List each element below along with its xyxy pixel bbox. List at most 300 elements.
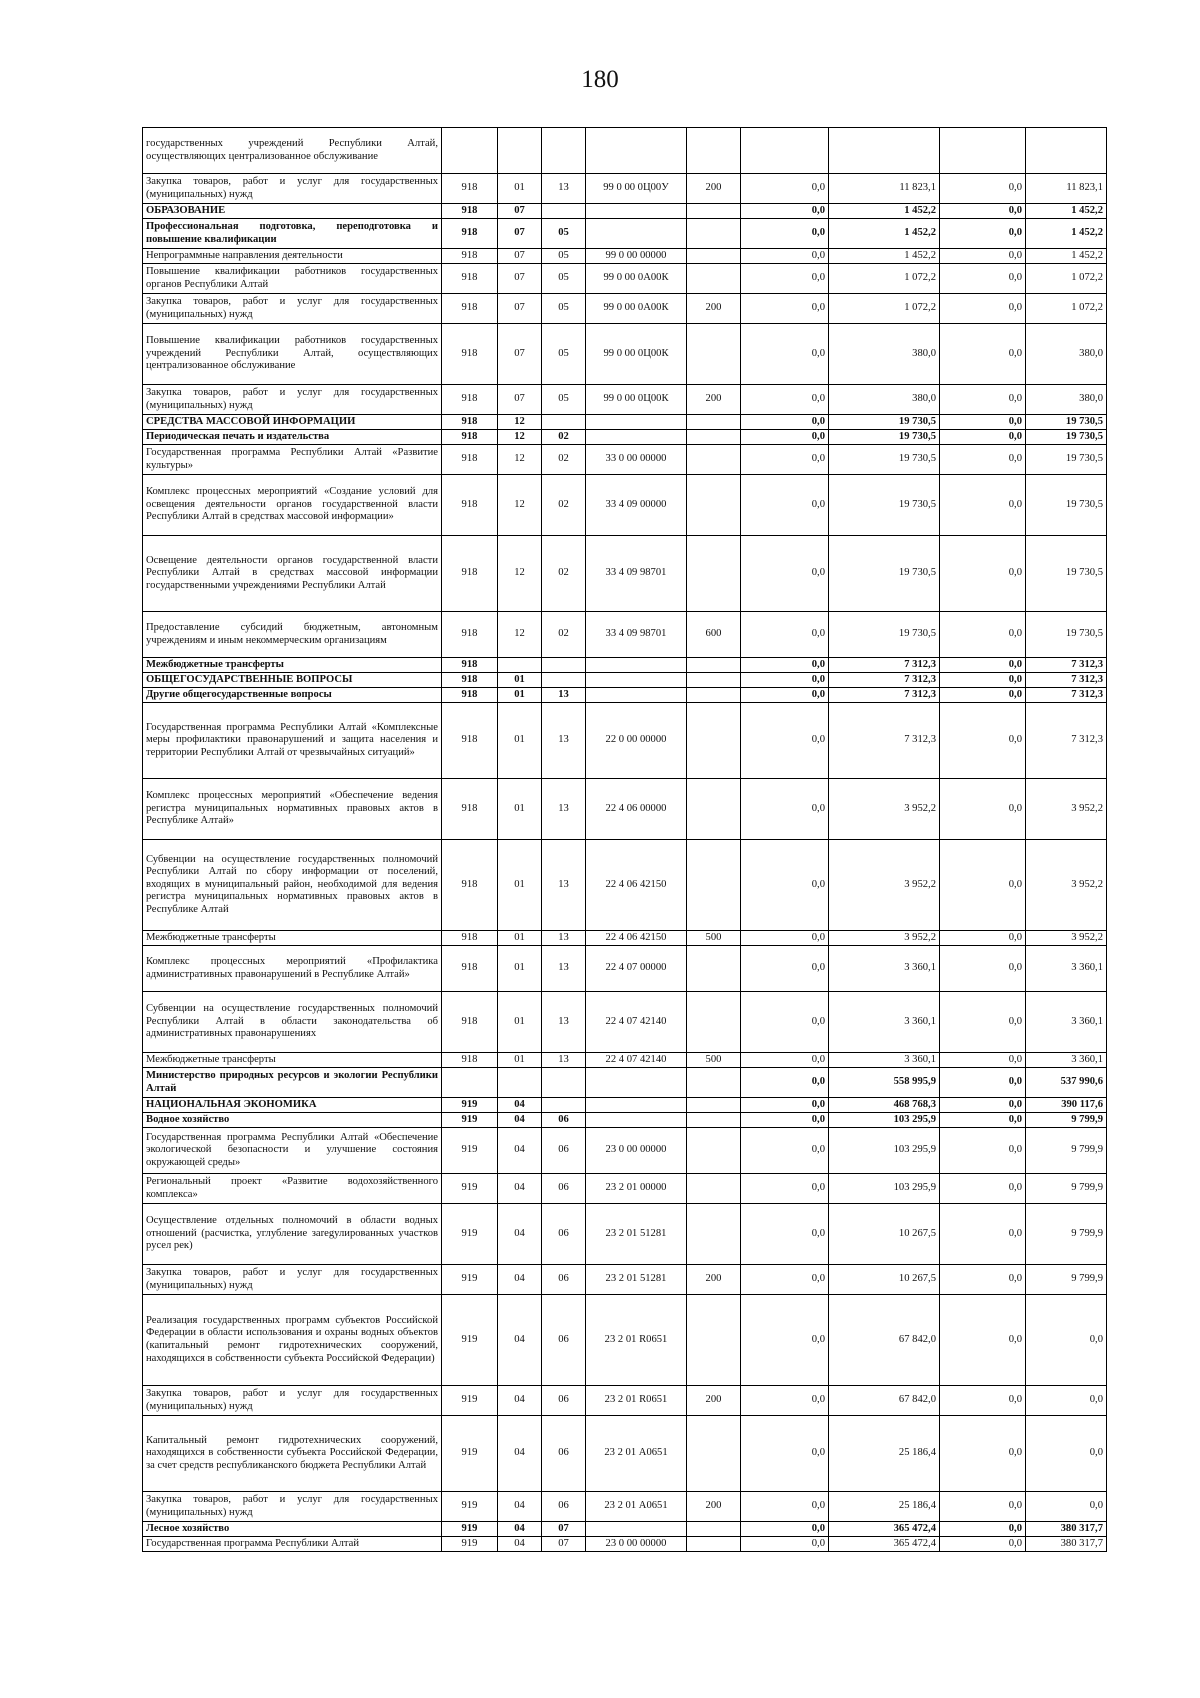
amount-cell-4: 7 312,3: [1026, 658, 1107, 673]
item-name-cell: Комплекс процессных мероприятий «Профилактика административных правонарушений в Республике Алтай»: [143, 946, 442, 992]
amount-cell-2: 365 472,4: [829, 1537, 940, 1552]
ministry-code-cell: 918: [442, 946, 498, 992]
subsection-code-cell: 05: [542, 324, 586, 385]
amount-cell-2: 10 267,5: [829, 1265, 940, 1295]
expense-type-code-cell: [687, 249, 741, 264]
amount-cell-4: 3 952,2: [1026, 840, 1107, 931]
expense-type-code-cell: [687, 324, 741, 385]
subsection-code-cell: 05: [542, 385, 586, 415]
amount-cell-1: 0,0: [741, 1522, 829, 1537]
section-code-cell: 01: [498, 703, 542, 779]
table-row: [143, 430, 1107, 445]
subsection-code-cell: [542, 1098, 586, 1113]
amount-cell-2: 103 295,9: [829, 1128, 940, 1174]
table-row: [143, 1295, 1107, 1386]
amount-cell-4: 1 452,2: [1026, 249, 1107, 264]
table-row: [143, 1492, 1107, 1522]
amount-cell-2: 19 730,5: [829, 475, 940, 536]
target-item-code-cell: [586, 430, 687, 445]
item-name-cell: Комплекс процессных мероприятий «Обеспечение ведения регистра муниципальных нормативных правовых актов в Республике Алтай»: [143, 779, 442, 840]
amount-cell-2: 7 312,3: [829, 658, 940, 673]
expense-type-code-cell: [687, 1416, 741, 1492]
target-item-code-cell: [586, 688, 687, 703]
amount-cell-2: 19 730,5: [829, 612, 940, 658]
item-name-cell: Закупка товаров, работ и услуг для государственных (муниципальных) нужд: [143, 385, 442, 415]
ministry-code-cell: 919: [442, 1492, 498, 1522]
amount-cell-1: 0,0: [741, 219, 829, 249]
ministry-code-cell: 918: [442, 1053, 498, 1068]
target-item-code-cell: 23 2 01 R0651: [586, 1295, 687, 1386]
amount-cell-1: 0,0: [741, 1113, 829, 1128]
section-code-cell: 07: [498, 204, 542, 219]
amount-cell-2: 7 312,3: [829, 688, 940, 703]
table-row: [143, 415, 1107, 430]
amount-cell-3: 0,0: [940, 1053, 1026, 1068]
ministry-code-cell: 919: [442, 1204, 498, 1265]
amount-cell-2: 19 730,5: [829, 430, 940, 445]
amount-cell-3: 0,0: [940, 174, 1026, 204]
item-name-cell: Министерство природных ресурсов и экологии Республики Алтай: [143, 1068, 442, 1098]
expense-type-code-cell: [687, 1068, 741, 1098]
amount-cell-3: 0,0: [940, 992, 1026, 1053]
subsection-code-cell: 06: [542, 1204, 586, 1265]
table-row: [143, 1128, 1107, 1174]
amount-cell-3: 0,0: [940, 658, 1026, 673]
amount-cell-4: 3 952,2: [1026, 779, 1107, 840]
table-row: [143, 612, 1107, 658]
item-name-cell: Государственная программа Республики Алтай: [143, 1537, 442, 1552]
subsection-code-cell: 02: [542, 612, 586, 658]
subsection-code-cell: [542, 658, 586, 673]
budget-table-body: [143, 128, 1107, 1552]
amount-cell-4: 1 072,2: [1026, 264, 1107, 294]
table-row: [143, 536, 1107, 612]
amount-cell-3: 0,0: [940, 779, 1026, 840]
target-item-code-cell: 99 0 00 0А00К: [586, 264, 687, 294]
amount-cell-1: 0,0: [741, 673, 829, 688]
subsection-code-cell: [542, 128, 586, 174]
subsection-code-cell: 05: [542, 294, 586, 324]
ministry-code-cell: 918: [442, 931, 498, 946]
target-item-code-cell: [586, 128, 687, 174]
amount-cell-3: 0,0: [940, 324, 1026, 385]
target-item-code-cell: 33 0 00 00000: [586, 445, 687, 475]
section-code-cell: 01: [498, 1053, 542, 1068]
target-item-code-cell: 22 4 07 42140: [586, 992, 687, 1053]
ministry-code-cell: 918: [442, 536, 498, 612]
amount-cell-4: 19 730,5: [1026, 445, 1107, 475]
amount-cell-4: 3 952,2: [1026, 931, 1107, 946]
subsection-code-cell: 06: [542, 1128, 586, 1174]
target-item-code-cell: 99 0 00 00000: [586, 249, 687, 264]
table-row: [143, 931, 1107, 946]
amount-cell-2: 103 295,9: [829, 1113, 940, 1128]
ministry-code-cell: 918: [442, 475, 498, 536]
amount-cell-4: 380 317,7: [1026, 1537, 1107, 1552]
item-name-cell: Государственная программа Республики Алтай «Развитие культуры»: [143, 445, 442, 475]
section-code-cell: 04: [498, 1386, 542, 1416]
table-row: [143, 992, 1107, 1053]
ministry-code-cell: 919: [442, 1416, 498, 1492]
amount-cell-2: 1 452,2: [829, 204, 940, 219]
ministry-code-cell: 918: [442, 688, 498, 703]
amount-cell-3: 0,0: [940, 430, 1026, 445]
table-row: [143, 324, 1107, 385]
table-row: [143, 204, 1107, 219]
subsection-code-cell: 06: [542, 1295, 586, 1386]
ministry-code-cell: 919: [442, 1113, 498, 1128]
target-item-code-cell: [586, 658, 687, 673]
item-name-cell: ОБРАЗОВАНИЕ: [143, 204, 442, 219]
amount-cell-4: 1 452,2: [1026, 204, 1107, 219]
expense-type-code-cell: 200: [687, 174, 741, 204]
amount-cell-2: [829, 128, 940, 174]
amount-cell-2: 11 823,1: [829, 174, 940, 204]
amount-cell-3: 0,0: [940, 1537, 1026, 1552]
section-code-cell: 07: [498, 324, 542, 385]
amount-cell-3: 0,0: [940, 1265, 1026, 1295]
expense-type-code-cell: [687, 1113, 741, 1128]
amount-cell-4: 0,0: [1026, 1295, 1107, 1386]
target-item-code-cell: 22 4 06 42150: [586, 840, 687, 931]
ministry-code-cell: 919: [442, 1522, 498, 1537]
target-item-code-cell: [586, 1068, 687, 1098]
amount-cell-1: 0,0: [741, 1098, 829, 1113]
amount-cell-3: 0,0: [940, 1068, 1026, 1098]
amount-cell-4: 1 072,2: [1026, 294, 1107, 324]
amount-cell-1: 0,0: [741, 430, 829, 445]
amount-cell-2: 67 842,0: [829, 1386, 940, 1416]
target-item-code-cell: 22 4 06 42150: [586, 931, 687, 946]
target-item-code-cell: [586, 1113, 687, 1128]
section-code-cell: 01: [498, 688, 542, 703]
ministry-code-cell: 918: [442, 992, 498, 1053]
expense-type-code-cell: [687, 1522, 741, 1537]
ministry-code-cell: 918: [442, 673, 498, 688]
table-row: [143, 1113, 1107, 1128]
amount-cell-4: 7 312,3: [1026, 673, 1107, 688]
subsection-code-cell: [542, 204, 586, 219]
subsection-code-cell: 06: [542, 1492, 586, 1522]
item-name-cell: Комплекс процессных мероприятий «Создание условий для освещения деятельности органов государственной власти Республики Алтай в средствах массовой информации»: [143, 475, 442, 536]
amount-cell-3: 0,0: [940, 1128, 1026, 1174]
amount-cell-3: 0,0: [940, 1295, 1026, 1386]
subsection-code-cell: 05: [542, 219, 586, 249]
amount-cell-4: 9 799,9: [1026, 1204, 1107, 1265]
expense-type-code-cell: [687, 840, 741, 931]
expense-type-code-cell: [687, 475, 741, 536]
expense-type-code-cell: [687, 673, 741, 688]
amount-cell-2: 3 952,2: [829, 840, 940, 931]
subsection-code-cell: 06: [542, 1265, 586, 1295]
section-code-cell: 04: [498, 1416, 542, 1492]
amount-cell-2: 19 730,5: [829, 415, 940, 430]
amount-cell-1: 0,0: [741, 324, 829, 385]
amount-cell-4: 9 799,9: [1026, 1174, 1107, 1204]
amount-cell-4: 19 730,5: [1026, 430, 1107, 445]
table-row: [143, 1522, 1107, 1537]
amount-cell-2: 1 072,2: [829, 294, 940, 324]
amount-cell-3: 0,0: [940, 415, 1026, 430]
subsection-code-cell: 06: [542, 1174, 586, 1204]
table-row: [143, 294, 1107, 324]
item-name-cell: Лесное хозяйство: [143, 1522, 442, 1537]
amount-cell-1: 0,0: [741, 204, 829, 219]
section-code-cell: 12: [498, 445, 542, 475]
ministry-code-cell: 918: [442, 264, 498, 294]
amount-cell-1: 0,0: [741, 688, 829, 703]
amount-cell-2: 468 768,3: [829, 1098, 940, 1113]
section-code-cell: 07: [498, 385, 542, 415]
amount-cell-4: [1026, 128, 1107, 174]
amount-cell-3: 0,0: [940, 204, 1026, 219]
ministry-code-cell: 918: [442, 385, 498, 415]
table-row: [143, 475, 1107, 536]
amount-cell-1: 0,0: [741, 536, 829, 612]
amount-cell-4: 1 452,2: [1026, 219, 1107, 249]
amount-cell-4: 390 117,6: [1026, 1098, 1107, 1113]
amount-cell-3: 0,0: [940, 703, 1026, 779]
item-name-cell: Водное хозяйство: [143, 1113, 442, 1128]
target-item-code-cell: 22 4 07 00000: [586, 946, 687, 992]
section-code-cell: 01: [498, 840, 542, 931]
table-row: [143, 1416, 1107, 1492]
amount-cell-4: 19 730,5: [1026, 612, 1107, 658]
item-name-cell: Реализация государственных программ субъектов Российской Федерации в области использования и охраны водных объектов (капитальный ремонт гидротехнических сооружений, находящихся в собственности субъекта Российской Федерации): [143, 1295, 442, 1386]
section-code-cell: 04: [498, 1098, 542, 1113]
subsection-code-cell: 13: [542, 779, 586, 840]
section-code-cell: 12: [498, 475, 542, 536]
target-item-code-cell: 23 2 01 А0651: [586, 1492, 687, 1522]
target-item-code-cell: 22 4 07 42140: [586, 1053, 687, 1068]
amount-cell-2: 558 995,9: [829, 1068, 940, 1098]
section-code-cell: 12: [498, 430, 542, 445]
subsection-code-cell: 13: [542, 688, 586, 703]
amount-cell-4: 19 730,5: [1026, 415, 1107, 430]
target-item-code-cell: [586, 1098, 687, 1113]
ministry-code-cell: 918: [442, 779, 498, 840]
section-code-cell: 12: [498, 536, 542, 612]
amount-cell-4: 7 312,3: [1026, 688, 1107, 703]
item-name-cell: Закупка товаров, работ и услуг для государственных (муниципальных) нужд: [143, 1492, 442, 1522]
subsection-code-cell: 02: [542, 445, 586, 475]
subsection-code-cell: [542, 673, 586, 688]
ministry-code-cell: 919: [442, 1295, 498, 1386]
table-row: [143, 840, 1107, 931]
amount-cell-2: 7 312,3: [829, 673, 940, 688]
amount-cell-3: 0,0: [940, 1174, 1026, 1204]
target-item-code-cell: [586, 673, 687, 688]
amount-cell-2: 67 842,0: [829, 1295, 940, 1386]
item-name-cell: ОБЩЕГОСУДАРСТВЕННЫЕ ВОПРОСЫ: [143, 673, 442, 688]
amount-cell-2: 380,0: [829, 385, 940, 415]
item-name-cell: Профессиональная подготовка, переподготовка и повышение квалификации: [143, 219, 442, 249]
amount-cell-3: 0,0: [940, 946, 1026, 992]
amount-cell-2: 25 186,4: [829, 1416, 940, 1492]
item-name-cell: Периодическая печать и издательства: [143, 430, 442, 445]
amount-cell-2: 3 360,1: [829, 992, 940, 1053]
amount-cell-1: 0,0: [741, 612, 829, 658]
expense-type-code-cell: [687, 264, 741, 294]
amount-cell-3: 0,0: [940, 1204, 1026, 1265]
subsection-code-cell: 13: [542, 174, 586, 204]
table-row: [143, 219, 1107, 249]
amount-cell-1: 0,0: [741, 264, 829, 294]
table-row: [143, 1068, 1107, 1098]
section-code-cell: 04: [498, 1295, 542, 1386]
ministry-code-cell: [442, 128, 498, 174]
amount-cell-3: 0,0: [940, 385, 1026, 415]
item-name-cell: Региональный проект «Развитие водохозяйственного комплекса»: [143, 1174, 442, 1204]
subsection-code-cell: 13: [542, 931, 586, 946]
amount-cell-2: 1 452,2: [829, 249, 940, 264]
table-row: [143, 1204, 1107, 1265]
target-item-code-cell: 23 0 00 00000: [586, 1537, 687, 1552]
table-row: [143, 1537, 1107, 1552]
budget-table: [142, 127, 1107, 1552]
amount-cell-3: 0,0: [940, 1098, 1026, 1113]
expense-type-code-cell: 200: [687, 1492, 741, 1522]
amount-cell-3: 0,0: [940, 294, 1026, 324]
target-item-code-cell: [586, 1522, 687, 1537]
subsection-code-cell: 02: [542, 430, 586, 445]
amount-cell-1: [741, 128, 829, 174]
amount-cell-1: 0,0: [741, 840, 829, 931]
amount-cell-1: 0,0: [741, 946, 829, 992]
item-name-cell: Закупка товаров, работ и услуг для государственных (муниципальных) нужд: [143, 294, 442, 324]
item-name-cell: Закупка товаров, работ и услуг для государственных (муниципальных) нужд: [143, 1265, 442, 1295]
amount-cell-3: 0,0: [940, 249, 1026, 264]
amount-cell-4: 380,0: [1026, 385, 1107, 415]
amount-cell-2: 3 952,2: [829, 779, 940, 840]
expense-type-code-cell: [687, 204, 741, 219]
subsection-code-cell: 05: [542, 264, 586, 294]
subsection-code-cell: 13: [542, 840, 586, 931]
subsection-code-cell: 02: [542, 536, 586, 612]
amount-cell-1: 0,0: [741, 1174, 829, 1204]
section-code-cell: 12: [498, 612, 542, 658]
section-code-cell: [498, 128, 542, 174]
expense-type-code-cell: [687, 415, 741, 430]
expense-type-code-cell: 600: [687, 612, 741, 658]
expense-type-code-cell: [687, 445, 741, 475]
item-name-cell: Закупка товаров, работ и услуг для государственных (муниципальных) нужд: [143, 1386, 442, 1416]
expense-type-code-cell: 200: [687, 1386, 741, 1416]
table-row: [143, 445, 1107, 475]
amount-cell-4: 380 317,7: [1026, 1522, 1107, 1537]
amount-cell-1: 0,0: [741, 1265, 829, 1295]
amount-cell-4: 0,0: [1026, 1416, 1107, 1492]
table-row: [143, 1098, 1107, 1113]
table-row: [143, 264, 1107, 294]
ministry-code-cell: 919: [442, 1537, 498, 1552]
table-row: [143, 385, 1107, 415]
ministry-code-cell: [442, 1068, 498, 1098]
amount-cell-4: 19 730,5: [1026, 475, 1107, 536]
target-item-code-cell: 23 2 01 51281: [586, 1265, 687, 1295]
amount-cell-3: 0,0: [940, 688, 1026, 703]
amount-cell-1: 0,0: [741, 249, 829, 264]
item-name-cell: Непрограммные направления деятельности: [143, 249, 442, 264]
amount-cell-1: 0,0: [741, 992, 829, 1053]
table-row: [143, 1386, 1107, 1416]
section-code-cell: 12: [498, 415, 542, 430]
item-name-cell: Субвенции на осуществление государственных полномочий Республики Алтай по сбору информации от поселений, входящих в муниципальный район, необходимой для ведения регистра муниципальных нормативных правовых актов в Республике Алтай: [143, 840, 442, 931]
ministry-code-cell: 918: [442, 658, 498, 673]
expense-type-code-cell: [687, 946, 741, 992]
amount-cell-1: 0,0: [741, 385, 829, 415]
section-code-cell: 04: [498, 1113, 542, 1128]
subsection-code-cell: 13: [542, 1053, 586, 1068]
target-item-code-cell: [586, 415, 687, 430]
expense-type-code-cell: 500: [687, 931, 741, 946]
amount-cell-3: 0,0: [940, 475, 1026, 536]
item-name-cell: Повышение квалификации работников государственных учреждений Республики Алтай, осуществляющих централизованное обслуживание: [143, 324, 442, 385]
item-name-cell: Субвенции на осуществление государственных полномочий Республики Алтай в области законодательства об административных правонарушениях: [143, 992, 442, 1053]
subsection-code-cell: 07: [542, 1522, 586, 1537]
section-code-cell: 01: [498, 992, 542, 1053]
page-number: 180: [581, 66, 619, 93]
section-code-cell: 01: [498, 946, 542, 992]
item-name-cell: Другие общегосударственные вопросы: [143, 688, 442, 703]
ministry-code-cell: 918: [442, 219, 498, 249]
amount-cell-2: 1 452,2: [829, 219, 940, 249]
amount-cell-4: 537 990,6: [1026, 1068, 1107, 1098]
section-code-cell: 04: [498, 1204, 542, 1265]
expense-type-code-cell: [687, 1537, 741, 1552]
table-row: [143, 779, 1107, 840]
section-code-cell: 01: [498, 779, 542, 840]
amount-cell-1: 0,0: [741, 1053, 829, 1068]
section-code-cell: 07: [498, 294, 542, 324]
amount-cell-1: 0,0: [741, 1295, 829, 1386]
table-row: [143, 174, 1107, 204]
ministry-code-cell: 918: [442, 324, 498, 385]
section-code-cell: 01: [498, 174, 542, 204]
amount-cell-2: 365 472,4: [829, 1522, 940, 1537]
amount-cell-2: 3 360,1: [829, 1053, 940, 1068]
section-code-cell: 04: [498, 1128, 542, 1174]
amount-cell-1: 0,0: [741, 1128, 829, 1174]
amount-cell-3: 0,0: [940, 1113, 1026, 1128]
amount-cell-1: 0,0: [741, 703, 829, 779]
amount-cell-3: 0,0: [940, 264, 1026, 294]
ministry-code-cell: 918: [442, 703, 498, 779]
expense-type-code-cell: 200: [687, 294, 741, 324]
amount-cell-3: 0,0: [940, 1416, 1026, 1492]
expense-type-code-cell: [687, 1174, 741, 1204]
table-row: [143, 1174, 1107, 1204]
target-item-code-cell: 23 0 00 00000: [586, 1128, 687, 1174]
subsection-code-cell: 07: [542, 1537, 586, 1552]
amount-cell-2: 3 952,2: [829, 931, 940, 946]
ministry-code-cell: 919: [442, 1265, 498, 1295]
expense-type-code-cell: [687, 1204, 741, 1265]
amount-cell-3: 0,0: [940, 612, 1026, 658]
target-item-code-cell: [586, 204, 687, 219]
ministry-code-cell: 919: [442, 1098, 498, 1113]
amount-cell-1: 0,0: [741, 1068, 829, 1098]
section-code-cell: 01: [498, 931, 542, 946]
table-row: [143, 658, 1107, 673]
target-item-code-cell: [586, 219, 687, 249]
table-row: [143, 1265, 1107, 1295]
ministry-code-cell: 918: [442, 249, 498, 264]
amount-cell-1: 0,0: [741, 931, 829, 946]
expense-type-code-cell: [687, 1098, 741, 1113]
item-name-cell: Межбюджетные трансферты: [143, 1053, 442, 1068]
item-name-cell: Межбюджетные трансферты: [143, 658, 442, 673]
